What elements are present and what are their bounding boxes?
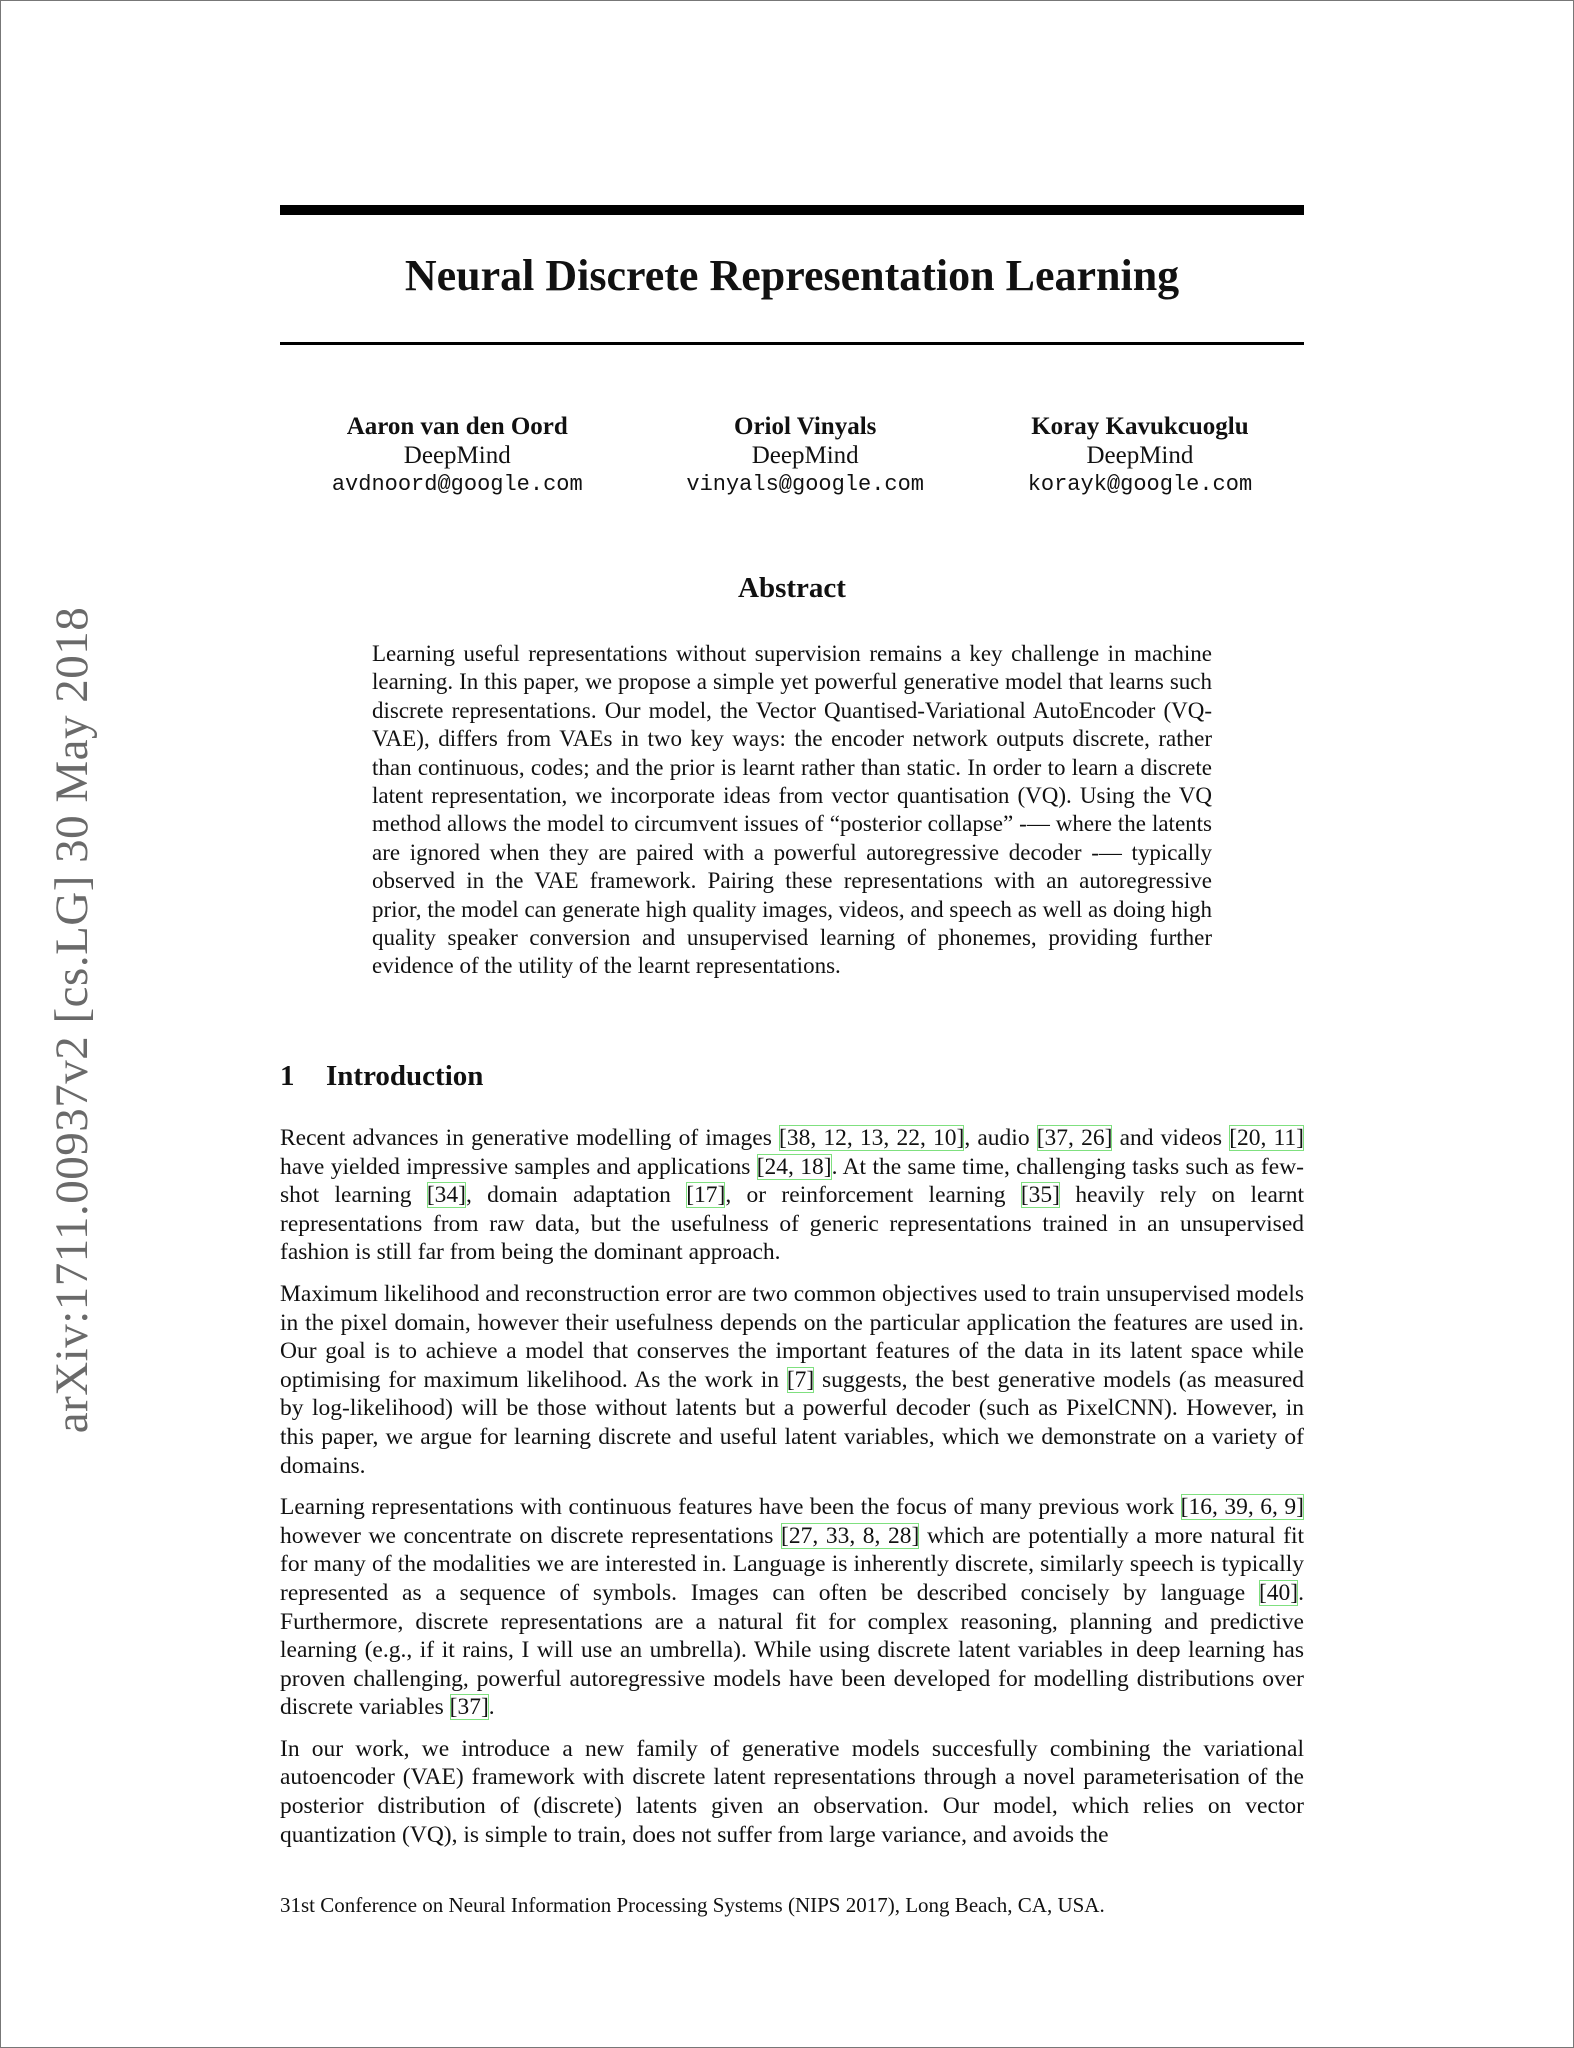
paragraph-text: , audio xyxy=(964,1125,1037,1151)
author-name: Aaron van den Oord xyxy=(346,413,568,440)
conference-footnote: 31st Conference on Neural Information Processing Systems (NIPS 2017), Long Beach, CA, USA. xyxy=(280,1893,1105,1917)
author xyxy=(332,412,583,499)
paragraph xyxy=(280,1280,1304,1480)
author-email: vinyals@google.com xyxy=(686,472,925,497)
citation-link[interactable]: [34] xyxy=(426,1182,466,1209)
paragraph-text: heavily rely on learnt representations from raw data, but the usefulness of generic representations trained in an unsupervised fashion is still far from being the dominant approach. xyxy=(280,1182,1304,1266)
paragraph-text: and videos xyxy=(1112,1125,1230,1151)
paragraph-text: which are potentially a more natural fit for many of the modalities we are interested in. Language is inherently discrete, similarly speech is typically represented as a sequence of symbols. Images can often be described concisely by language xyxy=(280,1522,1305,1606)
paragraph-text: Maximum likelihood and reconstruction error are two common objectives used to train unsupervised models in the pixel domain, however their usefulness depends on the particular application the features are used in. Our goal is to achieve a model that conserves the important features of the data in its latent space while optimising for maximum likelihood. As the work in xyxy=(280,1280,1304,1393)
author-name: Koray Kavukcuoglu xyxy=(1031,413,1249,440)
arxiv-identifier: arXiv:1711.00937v2 [cs.LG] 30 May 2018 xyxy=(46,606,98,1434)
paragraph xyxy=(280,1493,1304,1722)
citation-link[interactable]: [35] xyxy=(1020,1182,1061,1209)
paragraph-text: have yielded impressive samples and applications xyxy=(280,1153,757,1180)
citation-link[interactable]: [20, 11] xyxy=(1229,1125,1304,1151)
section-heading xyxy=(280,1060,483,1093)
paragraph xyxy=(280,1735,1304,1849)
citation-link[interactable]: [24, 18] xyxy=(756,1153,832,1180)
paragraph-text: . Furthermore, discrete representations are a natural fit for complex reasoning, planning and predictive learning (e.g., if it rains, I will use an umbrella). While using discrete latent variables in deep learning has proven challenging, powerful autoregressive models have been developed for modelling distributions over discrete variables xyxy=(280,1579,1304,1721)
author-affiliation: DeepMind xyxy=(751,442,859,469)
author-email: avdnoord@google.com xyxy=(331,472,583,497)
citation-link[interactable]: [27, 33, 8, 28] xyxy=(781,1522,920,1549)
author-block xyxy=(280,412,1304,499)
paragraph-text: . xyxy=(488,1694,495,1721)
section-body xyxy=(280,1124,1304,1862)
author xyxy=(1028,412,1252,499)
author-affiliation: DeepMind xyxy=(1086,442,1194,469)
paper-title: Neural Discrete Representation Learning xyxy=(404,251,1180,300)
paragraph-text: however we concentrate on discrete representations xyxy=(280,1522,782,1549)
paragraph-text: , or reinforcement learning xyxy=(725,1182,1021,1209)
paragraph-text: In our work, we introduce a new family of generative models succesfully combining the variational autoencoder (VAE) framework with discrete latent representations through a novel parameterisation of the posterior distribution of (discrete) latents given an observation. Our model, which relies on vector quantization (VQ), is simple to train, does not suffer from large variance, and avoids the xyxy=(280,1735,1304,1848)
section-title: Introduction xyxy=(326,1060,484,1092)
author xyxy=(686,412,924,499)
paragraph-text: Recent advances in generative modelling of images xyxy=(280,1125,780,1151)
paragraph-text: suggests, the best generative models (as measured by log-likelihood) will be those without latents but a powerful decoder (such as PixelCNN). However, in this paper, we argue for learning discrete and useful latent variables, which we demonstrate on a variety of domains. xyxy=(280,1366,1304,1479)
author-email: korayk@google.com xyxy=(1027,472,1253,497)
paragraph xyxy=(280,1124,1304,1267)
citation-link[interactable]: [38, 12, 13, 22, 10] xyxy=(779,1125,965,1151)
author-affiliation: DeepMind xyxy=(403,442,511,469)
citation-link[interactable]: [37, 26] xyxy=(1036,1125,1113,1151)
abstract-heading: Abstract xyxy=(738,572,846,604)
paragraph-text: . At the same time, challenging tasks such as few-shot learning xyxy=(280,1153,1304,1209)
title-rule-top xyxy=(280,205,1304,215)
paragraph-text: , domain adaptation xyxy=(465,1182,687,1209)
paragraph-text: Learning representations with continuous features have been the focus of many previous work xyxy=(280,1494,1181,1521)
section-number: 1 xyxy=(280,1060,295,1092)
title-rule-bottom xyxy=(280,342,1304,345)
citation-link[interactable]: [16, 39, 6, 9] xyxy=(1180,1494,1304,1521)
citation-link[interactable]: [17] xyxy=(686,1182,726,1209)
citation-link[interactable]: [37] xyxy=(449,1694,489,1721)
citation-link[interactable]: [7] xyxy=(786,1366,815,1393)
abstract-text: Learning useful representations without supervision remains a key challenge in machine learning. In this paper, we propose a simple yet powerful generative model that learns such discrete representations. Our model, the Vector Quantised-Variational AutoEncoder (VQ-VAE), differs from VAEs in two key ways: the encoder network outputs discrete, rather than continuous, codes; and the prior is learnt rather than static. In order to learn a discrete latent representation, we incorporate ideas from vector quantisation (VQ). Using the VQ method allows the model to circumvent issues of “posterior collapse” -— where the latents are ignored when they are paired with a powerful autoregressive decoder -— typically observed in the VAE framework. Pairing these representations with an autoregressive prior, the model can generate high quality images, videos, and speech as well as doing high quality speaker conversion and unsupervised learning of phonemes, providing further evidence of the utility of the learnt representations. xyxy=(372,641,1212,979)
author-name: Oriol Vinyals xyxy=(734,413,877,440)
citation-link[interactable]: [40] xyxy=(1258,1579,1299,1606)
